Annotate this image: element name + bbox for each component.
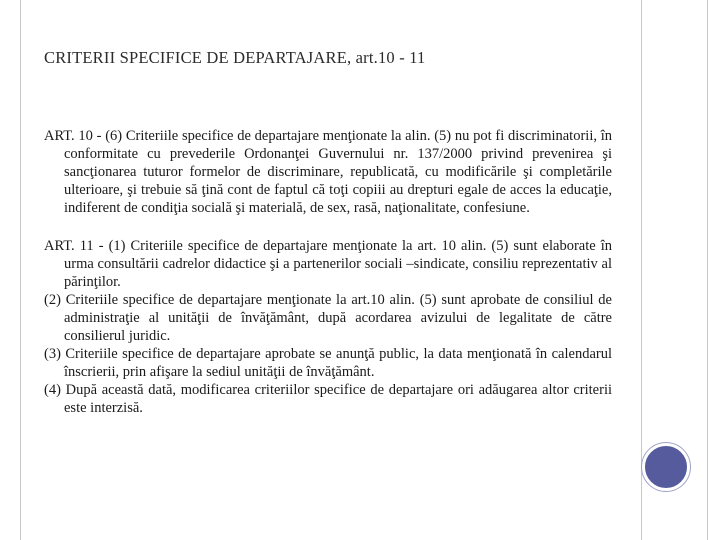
slide-body bbox=[44, 127, 612, 417]
left-border-line bbox=[20, 0, 21, 540]
article-11-paragraph-1: ART. 11 - (1) Criteriile specifice de departajare menţionate la art. 10 alin. (5) sunt elaborate în urma consultării cadrelor didactice şi a partenerilor sociali –sindicate, consiliu reprezentativ al părinţilor. bbox=[44, 238, 612, 290]
right-border-line-outer bbox=[707, 0, 708, 540]
article-11-paragraph-4: (4) După această dată, modificarea criteriilor specifice de departajare ori adăugarea altor criterii este interzisă. bbox=[44, 382, 612, 416]
decorative-circle bbox=[642, 443, 690, 491]
right-border-line-inner bbox=[641, 0, 642, 540]
article-11-paragraph-2: (2) Criteriile specifice de departajare menţionate la art.10 alin. (5) sunt aprobate de consiliul de administraţie al unităţii de învăţământ, după acordarea avizului de legalitate de către consilierul juridic. bbox=[44, 292, 612, 344]
slide-title: CRITERII SPECIFICE DE DEPARTAJARE, art.10 - 11 bbox=[44, 48, 426, 67]
article-10-paragraph: ART. 10 - (6) Criteriile specifice de departajare menţionate la alin. (5) nu pot fi discriminatorii, în conformitate cu prevederile Ordonanţei Guvernului nr. 137/2000 privind prevenirea şi sancţionarea tuturor formelor de discriminare, republicată, cu modificările şi completările ulterioare, şi trebuie să ţină cont de faptul că toţi copiii au drepturi egale de acces la educaţie, indiferent de condiţia socială şi materială, de sex, rasă, naţionalitate, confesiune. bbox=[44, 128, 612, 216]
article-11-paragraph-3: (3) Criteriile specifice de departajare aprobate se anunţă public, la data menţionată în calendarul înscrierii, prin afişare la sediul unităţii de învăţământ. bbox=[44, 346, 612, 380]
